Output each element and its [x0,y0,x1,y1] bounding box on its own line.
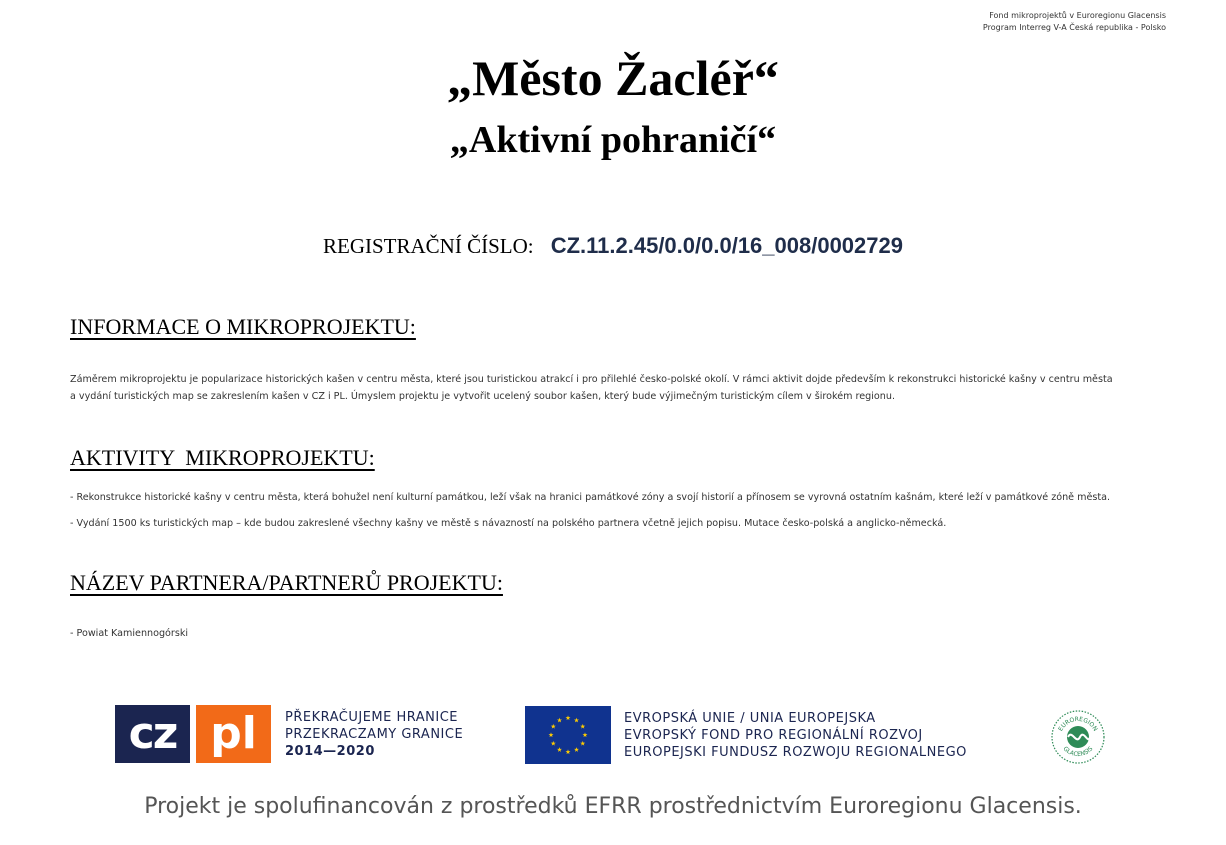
eu-star-icon [583,732,588,737]
registration-value: CZ.11.2.45/0.0/0.0/16_008/0002729 [550,233,903,258]
eu-star-icon [549,732,554,737]
section-heading-partners: NÁZEV PARTNERA/PARTNERŮ PROJEKTU: [70,570,503,595]
eu-star-icon [580,724,585,729]
eu-star-icon [551,724,556,729]
activity-item: - Rekonstrukce historické kašny v centru města, která bohužel není kulturní památkou, leží však na hranici památkové zóny a svojí historií a přínosem se vyrovná ostatním kašnám, které leží v památkové zóně města. [70,492,1111,503]
czpl-logo-text [285,709,463,760]
program-header-note [983,10,1166,34]
registration-number [0,233,1226,259]
eu-star-icon [566,715,571,720]
glacensis-bottom-text: GLACENSIS [1061,745,1095,759]
fund-name: Fond mikroprojektů v Euroregionu Glacensis [989,11,1166,20]
czpl-line-cz: PŘEKRAČUJEME HRANICE [285,709,459,725]
page-subtitle: „Aktivní pohraničí“ [449,119,777,161]
czpl-line-pl: PRZEKRACZAMY GRANICE [285,726,464,742]
eu-star-icon [574,718,579,723]
eu-star-icon [557,747,562,752]
eu-star-icon [566,749,571,754]
eu-line-fund-cz: EVROPSKÝ FOND PRO REGIONÁLNÍ ROZVOJ [624,727,923,743]
registration-label: REGISTRAČNÍ ČÍSLO: [322,234,534,258]
eu-line-fund-pl: EUROPEJSKI FUNDUSZ ROZWOJU REGIONALNEGO [624,744,967,760]
euroregion-glacensis-logo [1050,709,1106,769]
info-line: Záměrem mikroprojektu je popularizace historických kašen v centru města, které jsou turistickou atrakcí i pro přilehlé česko-polské okolí. V rámci aktivit dojde především k rekonstrukci historické kašny v centru města [70,374,1113,385]
eu-logo-text [624,710,967,761]
funding-footer: Projekt je spolufinancován z prostředků EFRR prostřednictvím Euroregionu Glacensis. [144,794,1082,819]
partner-item: - Powiat Kamiennogórski [70,628,189,639]
eu-star-icon [557,718,562,723]
info-paragraph [70,371,1165,405]
eu-star-icon [580,741,585,746]
eu-star-icon [574,747,579,752]
pl-logo-box: pl [196,705,271,763]
section-heading-info: INFORMACE O MIKROPROJEKTU: [70,314,416,339]
info-line: a vydání turistických map se zakreslením kašen v CZ i PL. Úmyslem projektu je vytvořit ucelený soubor kašen, který bude výjimečným turistickým cílem v širokém regionu. [70,391,895,402]
eu-logo [525,706,967,764]
glacensis-top-text: EUROREGION [1057,715,1099,733]
cz-logo-box: cz [115,705,190,763]
section-heading-activities: AKTIVITY MIKROPROJEKTU: [70,445,375,470]
program-name: Program Interreg V-A Česká republika - Polsko [982,23,1166,32]
eu-flag-icon [525,706,611,764]
interreg-czpl-logo [115,705,463,763]
logo-bar [0,705,1226,767]
czpl-years: 2014—2020 [285,743,375,759]
eu-line-union: EVROPSKÁ UNIE / UNIA EUROPEJSKA [624,710,876,726]
eu-stars-icon [525,706,611,764]
activity-item: - Vydání 1500 ks turistických map – kde budou zakreslené všechny kašny ve městě s návazností na polského partnera včetně jejich popisu. Mutace česko-polská a anglicko-německá. [70,518,947,529]
page-title: „Město Žacléř“ [447,50,779,106]
eu-star-icon [551,741,556,746]
